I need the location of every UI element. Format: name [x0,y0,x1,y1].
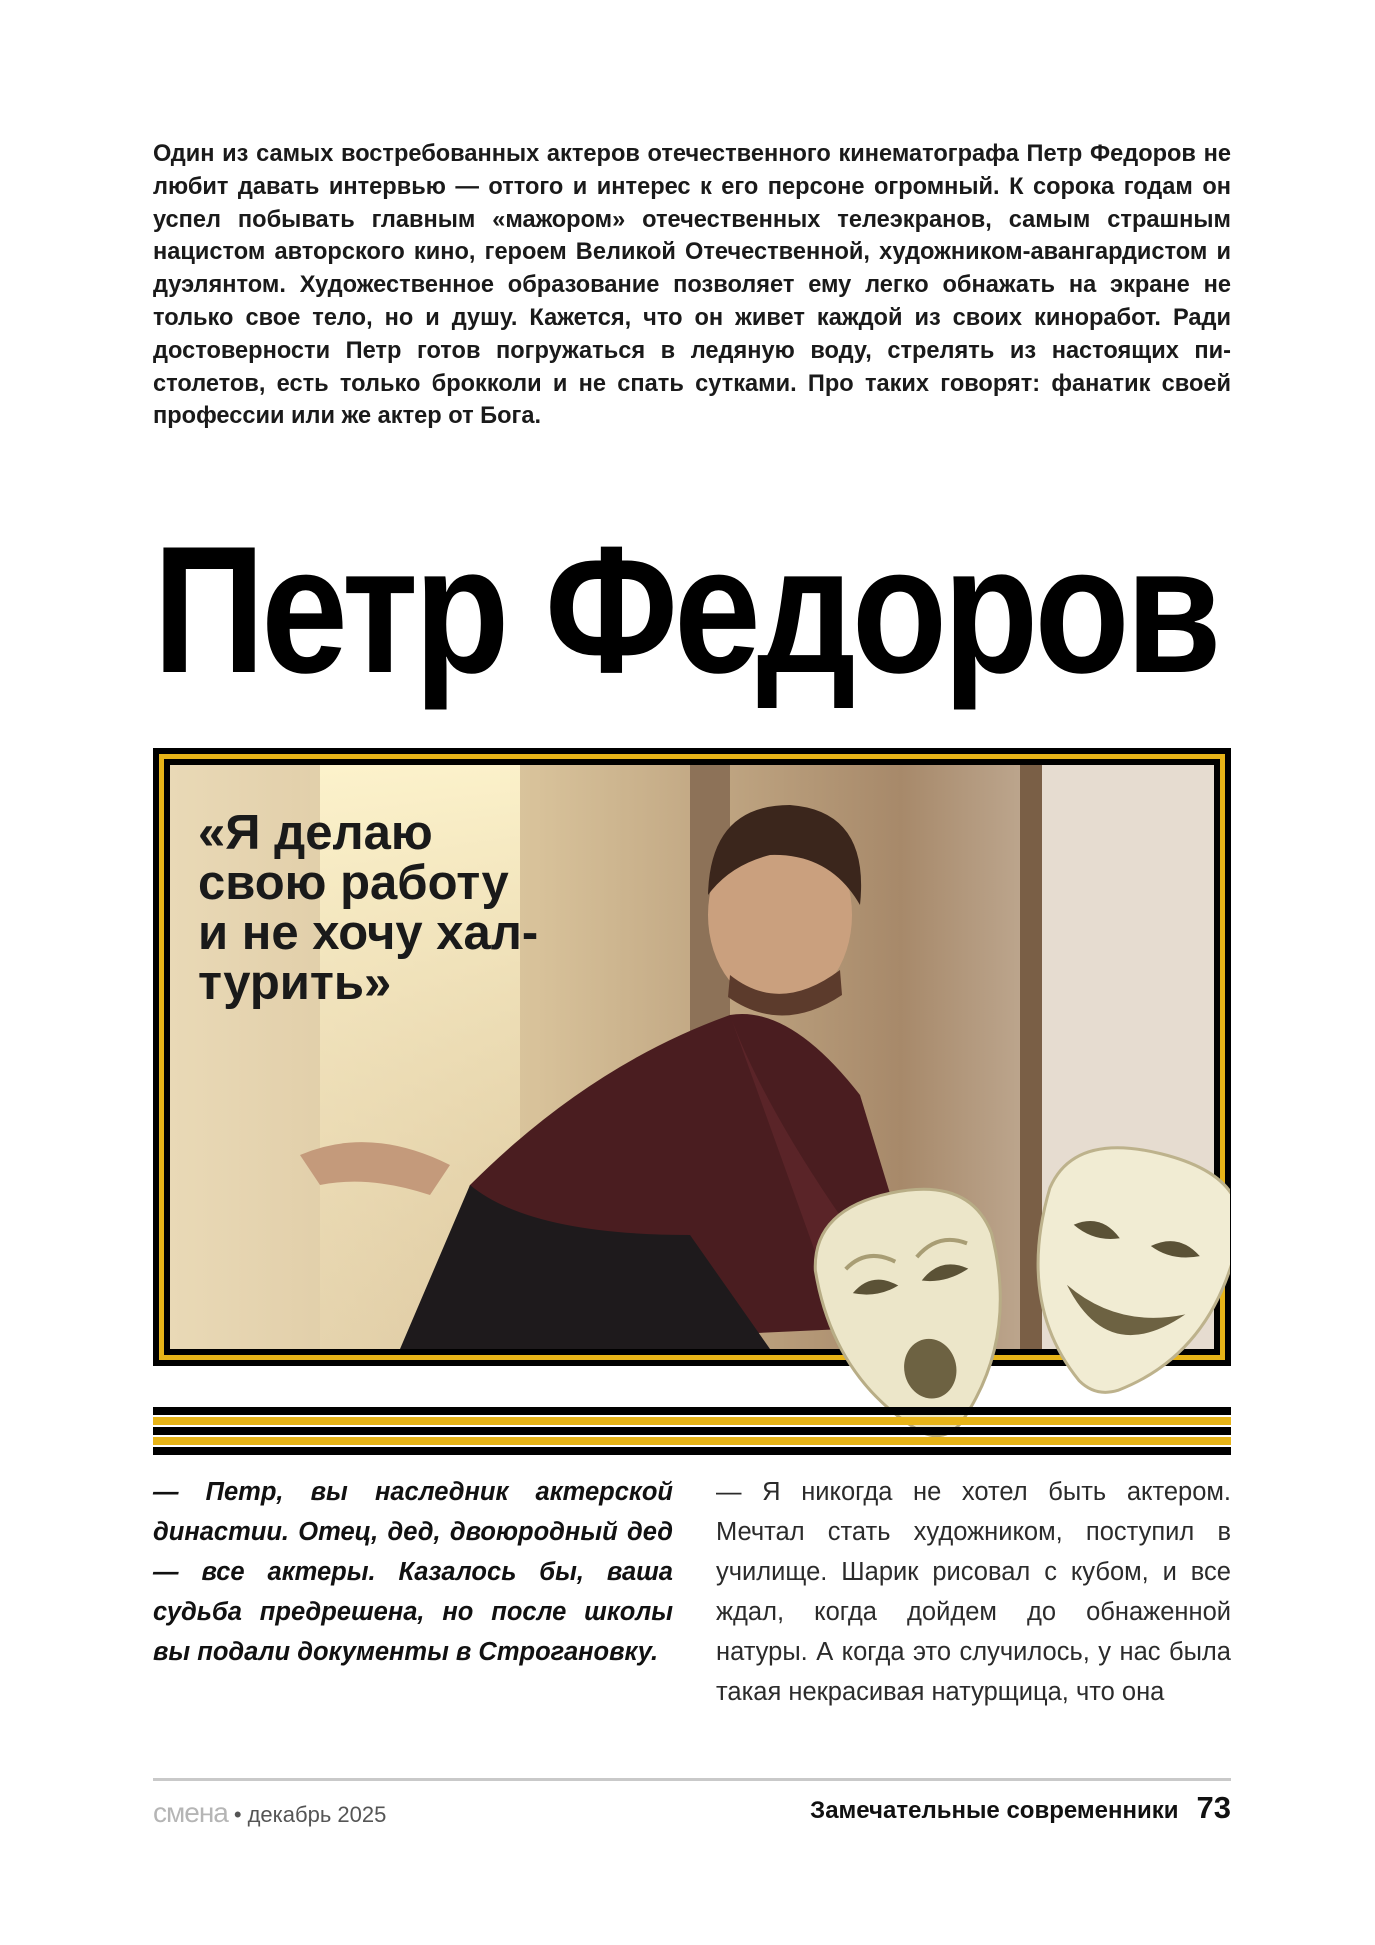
pull-quote: «Я делаю свою работу и не хочу хал- турить» [198,806,539,1010]
footer-issue [153,1797,386,1829]
footer-section [810,1790,1231,1826]
interview-question: — Петр, вы наследник актерской династии. Отец, дед, двоюродный дед — все актеры. Казалось бы, ваша судьба предрешена, но после школы вы подали документы в Строгановку. [153,1478,673,1666]
decorative-stripes [153,1407,1231,1455]
stripe-black-3 [153,1447,1231,1455]
issue-date: декабрь 2025 [247,1802,387,1827]
article-headline: Петр Федоров [153,509,1218,712]
section-title: Замечательные современники [810,1797,1179,1824]
stripe-yellow-1 [153,1417,1231,1425]
theatre-masks-icon [800,1130,1230,1450]
stripe-black-2 [153,1427,1231,1435]
stripe-yellow-2 [153,1437,1231,1445]
footer-divider [153,1778,1231,1781]
stripe-black-1 [153,1407,1231,1415]
magazine-logo: смена [153,1797,228,1828]
interview-answer: — Я никогда не хотел быть актером. Мечтал стать художником, поступил в училище. Шарик рисовал с кубом, и все ждал, когда дойдем до обнаженной натуры. А когда это случилось, у нас была такая некрасивая натурщица, что она [716,1478,1231,1706]
page-number: 73 [1196,1790,1231,1825]
intro-paragraph: Один из самых востребованных актеров отечественного кинематографа Петр Федоров не любит давать интервью — оттого и интерес к его персоне огромный. К сорока годам он успел побывать главным «мажором» отечественных телеэкранов, самым страшным нацистом авторского кино, героем Великой Отечественной, художником-авангардистом и дуэлянтом. Художественное образование позволяет ему легко обнажать на экране не только свое тело, но и душу. Кажется, что он живет каждой из своих киноработ. Ради достоверности Петр готов погружаться в ледяную воду, стрелять из настоящих пистолетов, есть только брокколи и не спать сутками. Про таких говорят: фанатик своей профессии или же актер от Бога. [153,141,1231,430]
bullet-separator: • [233,1802,242,1827]
